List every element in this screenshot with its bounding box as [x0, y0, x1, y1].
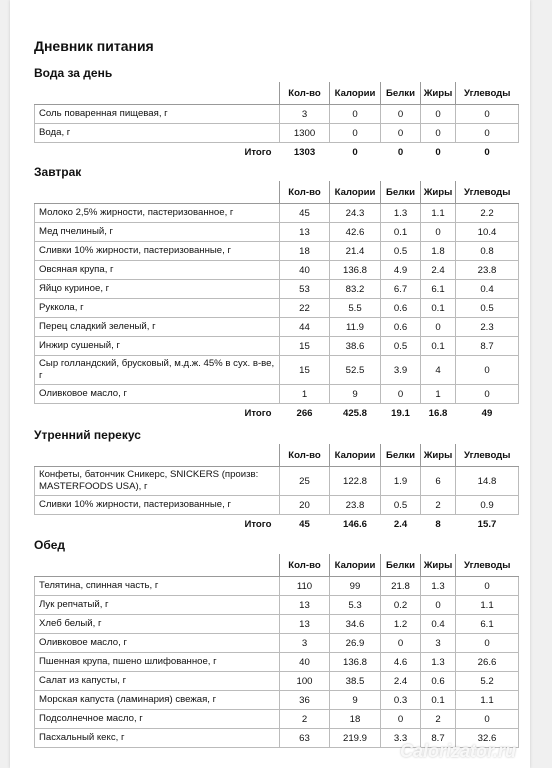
food-name: Пасхальный кекс, г — [35, 729, 280, 748]
total-value: 146.6 — [342, 518, 367, 530]
cell-value: 6.1 — [421, 280, 456, 299]
cell-value: 52.5 — [330, 356, 381, 385]
cell-value: 0 — [330, 124, 381, 143]
cell-value: 9 — [330, 385, 381, 404]
total-value: 19.1 — [391, 407, 410, 419]
column-header: Жиры — [421, 82, 456, 105]
cell-value: 1.3 — [421, 577, 456, 596]
cell-value: 0.6 — [421, 672, 456, 691]
table-header-row — [35, 181, 519, 204]
cell-value: 0.6 — [381, 299, 421, 318]
cell-value: 0 — [421, 223, 456, 242]
total-value: 266 — [296, 407, 313, 419]
cell-value: 63 — [280, 729, 330, 748]
table-row — [35, 242, 519, 261]
cell-value: 1.1 — [456, 596, 519, 615]
cell-value: 1.3 — [381, 204, 421, 223]
cell-value: 0 — [381, 385, 421, 404]
food-name: Сыр голландский, брусковый, м.д.ж. 45% в сух. в-ве, г — [35, 356, 280, 385]
food-name: Молоко 2,5% жирности, пастеризованное, г — [35, 204, 280, 223]
column-header: Жиры — [421, 181, 456, 204]
total-row — [35, 404, 519, 423]
table-row — [35, 710, 519, 729]
cell-value: 1.8 — [421, 242, 456, 261]
cell-value: 2.3 — [456, 318, 519, 337]
header-blank — [35, 444, 280, 467]
cell-value: 1.9 — [381, 467, 421, 496]
table-header-row — [35, 82, 519, 105]
cell-value: 0 — [421, 105, 456, 124]
table-row — [35, 337, 519, 356]
cell-value: 2 — [421, 710, 456, 729]
total-value: 425.8 — [342, 407, 367, 419]
cell-value: 1 — [421, 385, 456, 404]
cell-value: 0 — [330, 105, 381, 124]
cell-value: 0 — [456, 385, 519, 404]
cell-value: 1 — [280, 385, 330, 404]
column-header: Калории — [330, 554, 381, 577]
cell-value: 5.2 — [456, 672, 519, 691]
column-header: Углеводы — [456, 444, 519, 467]
total-value: 8 — [435, 518, 441, 530]
column-header: Углеводы — [456, 181, 519, 204]
column-header: Белки — [381, 82, 421, 105]
total-row — [35, 143, 519, 162]
column-header: Жиры — [421, 554, 456, 577]
table-row — [35, 615, 519, 634]
food-name: Салат из капусты, г — [35, 672, 280, 691]
table-header-row — [35, 444, 519, 467]
food-name: Вода, г — [35, 124, 280, 143]
section-title: Вода за день — [34, 66, 113, 80]
cell-value: 3 — [280, 634, 330, 653]
table-row — [35, 653, 519, 672]
header-blank — [35, 82, 280, 105]
nutrition-table — [34, 181, 519, 422]
cell-value: 45 — [280, 204, 330, 223]
cell-value: 0 — [381, 124, 421, 143]
cell-value: 2.4 — [381, 672, 421, 691]
cell-value: 18 — [330, 710, 381, 729]
cell-value: 0 — [456, 124, 519, 143]
food-name: Оливковое масло, г — [35, 385, 280, 404]
section-lunch — [34, 538, 518, 748]
column-header: Калории — [330, 444, 381, 467]
cell-value: 0.1 — [421, 337, 456, 356]
nutrition-table — [34, 82, 519, 161]
cell-value: 0 — [421, 318, 456, 337]
cell-value: 0 — [381, 105, 421, 124]
food-name: Хлеб белый, г — [35, 615, 280, 634]
cell-value: 0 — [456, 356, 519, 385]
cell-value: 23.8 — [330, 496, 381, 515]
cell-value: 25 — [280, 467, 330, 496]
cell-value: 4.9 — [381, 261, 421, 280]
food-name: Соль поваренная пищевая, г — [35, 105, 280, 124]
total-row — [35, 515, 519, 534]
cell-value: 13 — [280, 596, 330, 615]
food-name: Перец сладкий зеленый, г — [35, 318, 280, 337]
cell-value: 0.8 — [456, 242, 519, 261]
column-header: Калории — [330, 82, 381, 105]
cell-value: 0.5 — [381, 496, 421, 515]
table-row — [35, 385, 519, 404]
food-name: Телятина, спинная часть, г — [35, 577, 280, 596]
column-header: Белки — [381, 444, 421, 467]
cell-value: 22 — [280, 299, 330, 318]
table-row — [35, 691, 519, 710]
cell-value: 32.6 — [456, 729, 519, 748]
total-value: 0 — [484, 146, 490, 158]
table-row — [35, 223, 519, 242]
section-title: Завтрак — [34, 165, 82, 179]
table-row — [35, 318, 519, 337]
table-row — [35, 577, 519, 596]
cell-value: 0 — [456, 710, 519, 729]
cell-value: 1300 — [280, 124, 330, 143]
cell-value: 0.1 — [421, 691, 456, 710]
table-row — [35, 672, 519, 691]
table-header-row — [35, 554, 519, 577]
total-value: 0 — [435, 146, 441, 158]
cell-value: 13 — [280, 223, 330, 242]
watermark: Calorizator.ru — [399, 741, 516, 761]
column-header: Кол-во — [280, 82, 330, 105]
column-header: Калории — [330, 181, 381, 204]
food-name: Конфеты, батончик Сникерс, SNICKERS (произв: MASTERFOODS USA), г — [35, 467, 280, 496]
total-value: 49 — [481, 407, 493, 419]
cell-value: 0 — [456, 577, 519, 596]
section-title: Утренний перекус — [34, 428, 141, 442]
table-row — [35, 280, 519, 299]
cell-value: 23.8 — [456, 261, 519, 280]
food-name: Морская капуста (ламинария) свежая, г — [35, 691, 280, 710]
section-water — [34, 66, 518, 161]
cell-value: 0 — [456, 634, 519, 653]
table-row — [35, 356, 519, 385]
header-blank — [35, 181, 280, 204]
cell-value: 0.5 — [456, 299, 519, 318]
food-name: Сливки 10% жирности, пастеризованные, г — [35, 496, 280, 515]
cell-value: 24.3 — [330, 204, 381, 223]
total-value: 16.8 — [428, 407, 448, 419]
cell-value: 53 — [280, 280, 330, 299]
cell-value: 14.8 — [456, 467, 519, 496]
cell-value: 8.7 — [421, 729, 456, 748]
cell-value: 38.6 — [330, 337, 381, 356]
cell-value: 9 — [330, 691, 381, 710]
food-name: Оливковое масло, г — [35, 634, 280, 653]
total-value: 0 — [397, 146, 404, 158]
nutrition-table — [34, 444, 519, 533]
cell-value: 2.4 — [421, 261, 456, 280]
total-value: 0 — [352, 146, 358, 158]
cell-value: 0.9 — [456, 496, 519, 515]
cell-value: 38.5 — [330, 672, 381, 691]
cell-value: 34.6 — [330, 615, 381, 634]
cell-value: 21.4 — [330, 242, 381, 261]
total-label: Итого — [244, 407, 272, 419]
cell-value: 83.2 — [330, 280, 381, 299]
section-breakfast — [34, 165, 518, 422]
cell-value: 6.7 — [381, 280, 421, 299]
cell-value: 2.2 — [456, 204, 519, 223]
table-row — [35, 204, 519, 223]
cell-value: 2 — [421, 496, 456, 515]
total-label: Итого — [244, 146, 272, 158]
food-name: Яйцо куриное, г — [35, 280, 280, 299]
cell-value: 3.9 — [381, 356, 421, 385]
column-header: Белки — [381, 554, 421, 577]
food-name: Инжир сушеный, г — [35, 337, 280, 356]
cell-value: 1.1 — [421, 204, 456, 223]
cell-value: 0.5 — [381, 242, 421, 261]
section-morning-snack — [34, 428, 518, 533]
cell-value: 3 — [280, 105, 330, 124]
total-label: Итого — [244, 518, 272, 530]
cell-value: 26.6 — [456, 653, 519, 672]
cell-value: 15 — [280, 356, 330, 385]
cell-value: 219.9 — [330, 729, 381, 748]
cell-value: 0 — [381, 710, 421, 729]
cell-value: 0.6 — [381, 318, 421, 337]
cell-value: 5.3 — [330, 596, 381, 615]
cell-value: 1.3 — [421, 653, 456, 672]
table-row — [35, 105, 519, 124]
cell-value: 0 — [421, 124, 456, 143]
cell-value: 21.8 — [381, 577, 421, 596]
cell-value: 20 — [280, 496, 330, 515]
cell-value: 3 — [421, 634, 456, 653]
table-row — [35, 596, 519, 615]
cell-value: 2 — [280, 710, 330, 729]
cell-value: 15 — [280, 337, 330, 356]
cell-value: 0.2 — [381, 596, 421, 615]
food-name: Лук репчатый, г — [35, 596, 280, 615]
cell-value: 0.3 — [381, 691, 421, 710]
cell-value: 40 — [280, 261, 330, 280]
cell-value: 110 — [280, 577, 330, 596]
cell-value: 4.6 — [381, 653, 421, 672]
nutrition-table — [34, 554, 519, 748]
cell-value: 1.1 — [456, 691, 519, 710]
cell-value: 44 — [280, 318, 330, 337]
page-title: Дневник питания — [34, 38, 154, 54]
column-header: Кол-во — [280, 444, 330, 467]
total-value: 2.4 — [393, 518, 408, 530]
cell-value: 4 — [421, 356, 456, 385]
total-value: 1303 — [293, 146, 316, 158]
column-header: Кол-во — [280, 181, 330, 204]
food-name: Овсяная крупа, г — [35, 261, 280, 280]
table-row — [35, 124, 519, 143]
food-name: Сливки 10% жирности, пастеризованные, г — [35, 242, 280, 261]
table-row — [35, 467, 519, 496]
cell-value: 136.8 — [330, 261, 381, 280]
cell-value: 5.5 — [330, 299, 381, 318]
column-header: Жиры — [421, 444, 456, 467]
cell-value: 11.9 — [330, 318, 381, 337]
cell-value: 42.6 — [330, 223, 381, 242]
column-header: Кол-во — [280, 554, 330, 577]
cell-value: 1.2 — [381, 615, 421, 634]
cell-value: 0.1 — [381, 223, 421, 242]
cell-value: 8.7 — [456, 337, 519, 356]
column-header: Белки — [381, 181, 421, 204]
table-row — [35, 496, 519, 515]
cell-value: 18 — [280, 242, 330, 261]
table-row — [35, 299, 519, 318]
section-title: Обед — [34, 538, 66, 552]
header-blank — [35, 554, 280, 577]
cell-value: 40 — [280, 653, 330, 672]
cell-value: 122.8 — [330, 467, 381, 496]
cell-value: 0.5 — [381, 337, 421, 356]
column-header: Углеводы — [456, 82, 519, 105]
cell-value: 100 — [280, 672, 330, 691]
food-name: Пшенная крупа, пшено шлифованное, г — [35, 653, 280, 672]
document-page — [10, 0, 530, 768]
food-name: Руккола, г — [35, 299, 280, 318]
cell-value: 136.8 — [330, 653, 381, 672]
column-header: Углеводы — [456, 554, 519, 577]
total-value: 45 — [299, 518, 310, 530]
cell-value: 13 — [280, 615, 330, 634]
cell-value: 10.4 — [456, 223, 519, 242]
cell-value: 26.9 — [330, 634, 381, 653]
food-name: Мед пчелиный, г — [35, 223, 280, 242]
cell-value: 3.3 — [381, 729, 421, 748]
food-name: Подсолнечное масло, г — [35, 710, 280, 729]
cell-value: 0 — [456, 105, 519, 124]
table-row — [35, 261, 519, 280]
cell-value: 0 — [421, 596, 456, 615]
cell-value: 0.1 — [421, 299, 456, 318]
cell-value: 6.1 — [456, 615, 519, 634]
table-row — [35, 634, 519, 653]
cell-value: 0.4 — [456, 280, 519, 299]
cell-value: 0.4 — [421, 615, 456, 634]
total-value: 15.7 — [477, 518, 497, 530]
cell-value: 6 — [421, 467, 456, 496]
cell-value: 36 — [280, 691, 330, 710]
cell-value: 99 — [330, 577, 381, 596]
cell-value: 0 — [381, 634, 421, 653]
